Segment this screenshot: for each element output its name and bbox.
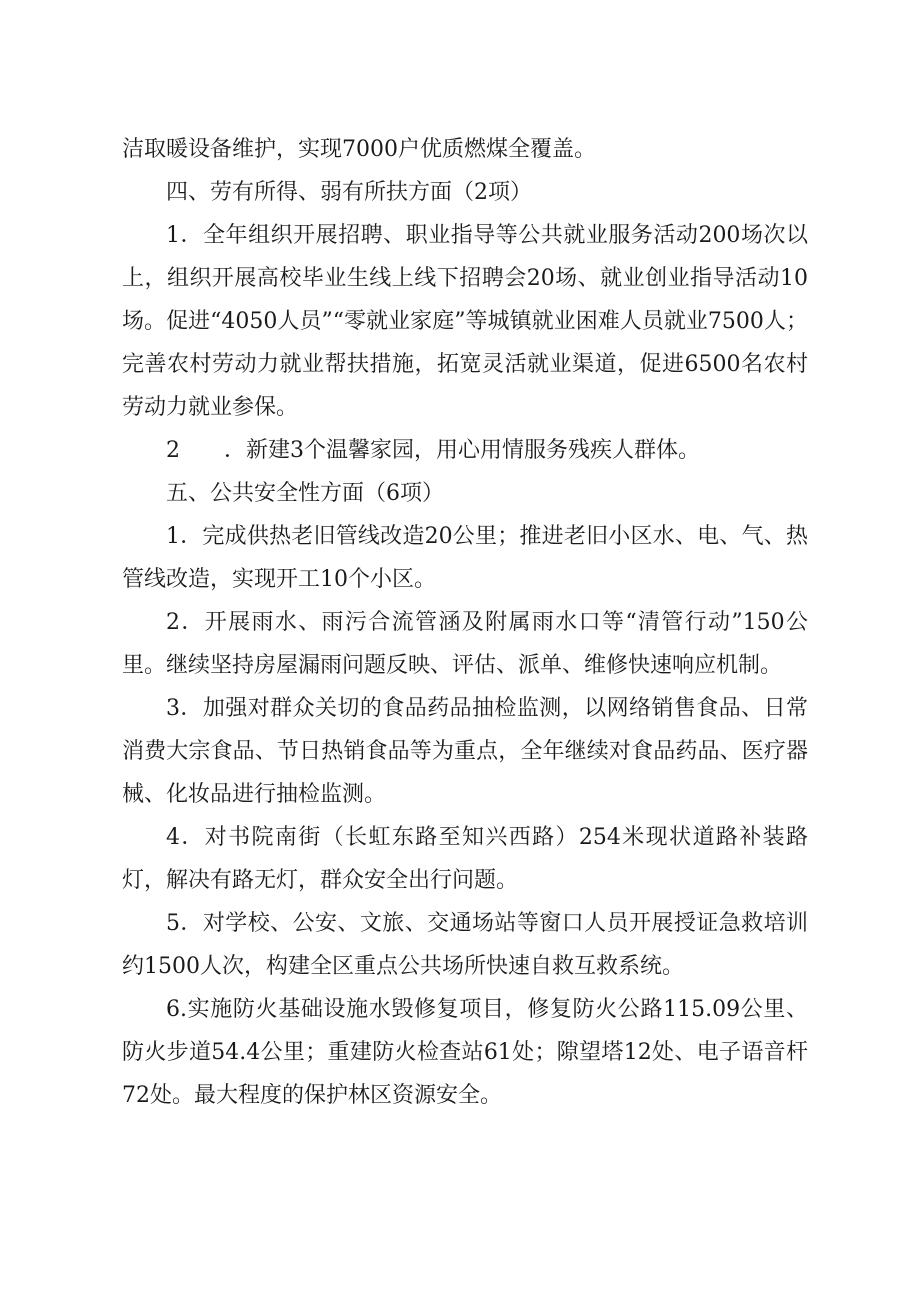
paragraph-item-3-food-safety: 3．加强对群众关切的食品药品抽检监测，以网络销售食品、日常消费大宗食品、节日热销食品等为重点，全年继续对食品药品、医疗器械、化妆品进行抽检监测。	[122, 696, 808, 807]
paragraph-continuation: 洁取暖设备维护，实现7000户优质燃煤全覆盖。	[122, 137, 596, 162]
paragraph-item-2-drainage: 2．开展雨水、雨污合流管涵及附属雨水口等“清管行动”150公里。继续坚持房屋漏雨问题反映、评估、派单、维修快速响应机制。	[122, 610, 808, 678]
section-heading-employment: 四、劳有所得、弱有所扶方面（2项）	[166, 180, 532, 205]
paragraph-item-1-employment: 1．全年组织开展招聘、职业指导等公共就业服务活动200场次以上，组织开展高校毕业生线上线下招聘会20场、就业创业指导活动10场。促进“4050人员”“零就业家庭”等城镇就业困难人员就业7500人；完善农村劳动力就业帮扶措施，拓宽灵活就业渠道，促进6500名农村劳动力就业参保。	[122, 223, 808, 420]
paragraph-item-1-heating: 1．完成供热老旧管线改造20公里；推进老旧小区水、电、气、热管线改造，实现开工10个小区。	[122, 524, 808, 592]
document-body	[122, 128, 808, 1117]
paragraph-item-6-fire-prevention: 6.实施防火基础设施水毁修复项目，修复防火公路115.09公里、防火步道54.4公里；重建防火检查站61处；隙望塔12处、电子语音杆72处。最大程度的保护林区资源安全。	[122, 997, 808, 1108]
section-heading-public-safety: 五、公共安全性方面（6项）	[166, 481, 444, 506]
paragraph-item-2-home: 2 ．新建3个温馨家园，用心用情服务残疾人群体。	[166, 438, 700, 463]
paragraph-item-4-street-lights: 4．对书院南街（长虹东路至知兴西路）254米现状道路补装路灯，解决有路无灯，群众安全出行问题。	[122, 825, 808, 893]
paragraph-item-5-first-aid: 5．对学校、公安、文旅、交通场站等窗口人员开展授证急救培训约1500人次，构建全区重点公共场所快速自救互救系统。	[122, 911, 808, 979]
